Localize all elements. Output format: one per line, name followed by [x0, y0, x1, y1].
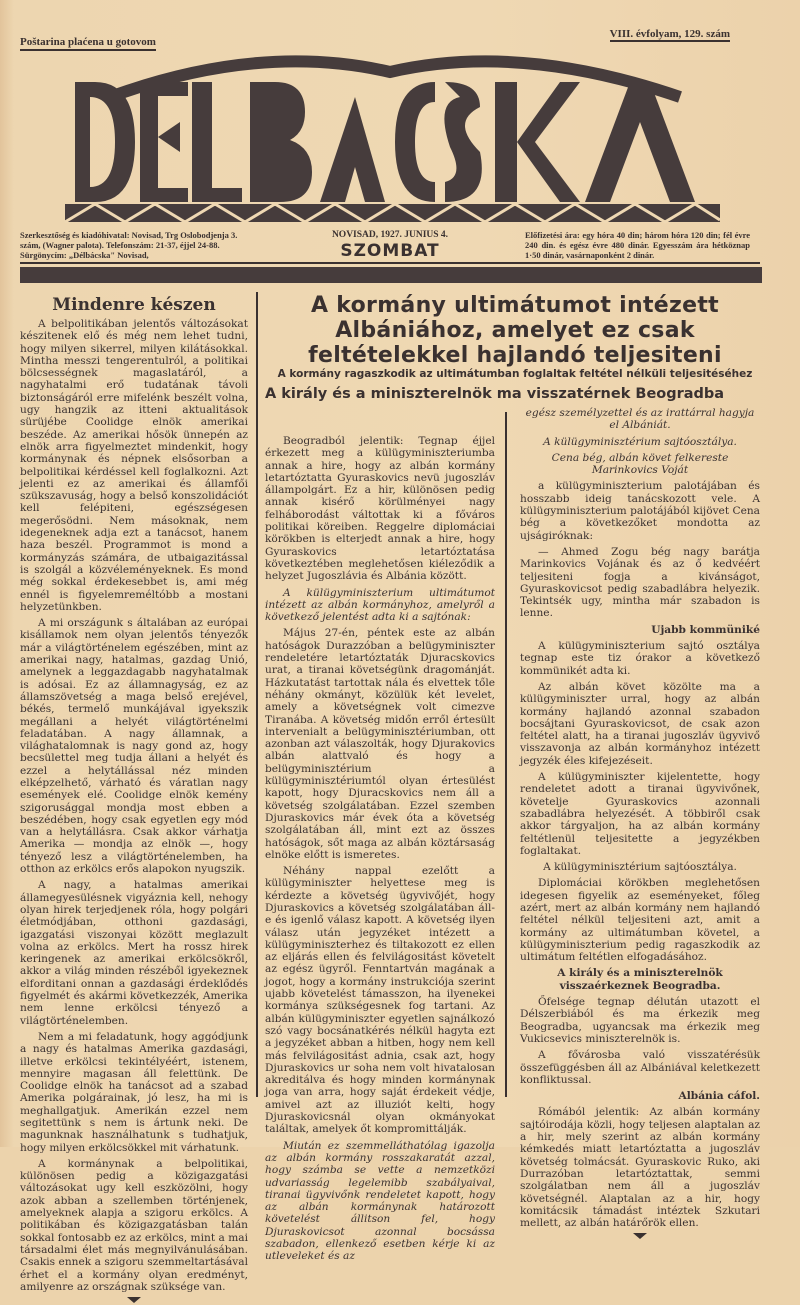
- story-paragraph: A fővárosba való visszatérésük összefüggésben áll az Albániával keletkezett konfliktussal.: [520, 1049, 760, 1086]
- story-paragraph: A külügyminiszter kijelentette, hogy rendeletet adott a tiranai ügyvivőnek, követelje Gyuraskovics azonnali szabadlábra helyezését. A többiről csak akkor tárgyaljon, ha az albán kormány feltétlenül teljesitette a jegyzékben foglaltakat.: [520, 771, 760, 857]
- editorial-column: [20, 295, 248, 1305]
- main-story-column-1: [265, 435, 495, 1267]
- story-subhead: Albánia cáfol.: [678, 1090, 760, 1103]
- headline-line: feltételekkel hajlandó teljesiteni: [308, 343, 722, 368]
- postage-note: Poštarina plaćena u gotovom: [20, 36, 156, 51]
- editorial-paragraph: A nagy, a hatalmas amerikai államegyesülésnek vigyáznia kell, nehogy olyan hirek terjedjenek róla, hogy polgári életmódjában, otthoni gazdasági, igazgatási viszonyai között meglazult volna az erkölcs. Mert ha rossz hirek keringenek az amerikai erkölcsökről, akkor a világ minden részéből igyekeznek elforditani onnan a gazdasági érdeklődés figyelmét és akármi következzék, Amerika nem lenne erkölcsi tényező a világtörténelemben.: [20, 879, 248, 1027]
- story-paragraph: Az albán követ közölte ma a külügyminiszter urral, hogy az albán kormány hajlandó azonnal szabadon bocsájtani Gyuraskovicsot, de csak azon feltétel alatt, ha a tiranai jugoszláv ügyvivő visszavonja az albán kormányhoz intézett jegyzék éles kifejezéseit.: [520, 680, 760, 767]
- column-divider: [256, 292, 258, 1097]
- editorial-paragraph: A belpolitikában jelentős változásokat készitenek elő és még nem lehet tudni, hogy milyen sikerrel, milyen kilátásokkal. Mintha messzi tengerentulról, a politikai bölcsességnek magaslatáról, a nagyhatalmi erő tudatának távoli biztonságáról erre mifelénk beszélt volna, ugy hangzik az itteni aktualitások sürüjébe Coolidge elnök amerikai beszéde. Az amerikai hősök ünnepén az elnök arra figyelmeztet mindenkit, hogy kormánynak és népnek elsősorban a belpolitikai kérdéssel kell foglalkozni. Azt jelenti ez az amerikai és államfői szükszavuság, hogy a belső konszolidációt kell felépiteni, egészségesen megerősödni. Nem másoknak, nem idegeneknek adja ezt a tanácsot, hanem haza beszél. Programmot is mond a kormányzás számára, de utbaigazitással is szolgál a közvéleményeknek. Es mond még sokkal érdekesebbet is, ami még ennél is figyelemreméltóbb a mostani helyzetünkben.: [20, 318, 248, 613]
- headline-line: Albániához, amelyet ez csak: [335, 318, 695, 343]
- issue-date-block: [320, 230, 460, 261]
- story-paragraph-italic: Miután ez szemmelláthatólag igazolja az albán kormány rosszakaratát azzal, hogy számba se vette a nemzetközi udvariasság legelemibb szabályaival, tiranai ügyvivőnk rendeletet kapott, hogy az albán kormánynak határozott követelést állitson fel, hogy Djuraskovicsot azonnal bocsássa szabadon, ellenkező esetben kérje ki az utleveleket és az: [265, 1139, 495, 1263]
- story-paragraph: Május 27-én, péntek este az albán hatóságok Durazzóban a belügyminiszter rendeletére letartóztaták Djuracskovics urat, a tiranai követségünk dragománját. Házkutatást tartottak nála és elvettek tőle néhány okmányt, közülük két levelet, amely a követségnek volt cimezve Tiranába. A követség midőn erről értesült intervenialt a belügyminisztériumban, ott azonban azt válaszolták, hogy Djurakovics albán alattvaló és hogy a belügyminisztérium a külügyminisztériumtól olyan értesülést kapott, hogy Djuracskovics nem áll a követség szolgálatában. Ezzel szemben Djuraskovics már évek óta a követség szolgálatában áll, mint ezt az összes hatóságok, sőt maga az albán köztársaság elnöke előtt is ismeretes.: [265, 627, 495, 861]
- column-divider: [505, 412, 507, 1097]
- main-headline-block: [265, 293, 765, 402]
- story-paragraph: Őfelsége tegnap délután utazott el Délszerbiából és ma érkezik meg Beogradba, ugyancsak ma érkezik meg Vukicsevics miniszterelnök is.: [520, 996, 760, 1045]
- subscription-prices: Előfizetési ára: egy hóra 40 din; három hóra 120 din; fél évre 240 din. és egész évre 480 dinár. Egyesszám ára hétköznap 1·50 dinár, vasárnaponként 2 dinár.: [525, 230, 750, 260]
- editorial-title: Mindenre készen: [52, 295, 216, 315]
- story-paragraph: A külügyminiszterium sajtó osztálya tegnap este tiz órakor a következő kommünikét adta ki.: [520, 640, 760, 677]
- press-office-signature: A külügyminisztérium sajtóosztálya.: [543, 861, 737, 874]
- issue-weekday: SZOMBAT: [340, 241, 440, 261]
- secondary-headline: A király és a miniszterelnök ma visszatérnek Beogradba: [265, 386, 725, 402]
- story-paragraph: Diplomáciai körökben meglehetősen idegesen figyelik az eseményeket, főleg azért, mert az albán kormány nem hajlandó feltétel nélkül teljesiteni azt, amit a kormány az ultimátumban követel, a külügyminiszterium pedig ragaszkodik az ultimátum feltétlen elfogadásához.: [520, 877, 760, 964]
- divider-thin: [20, 262, 760, 264]
- end-mark-icon: [127, 1297, 141, 1303]
- divider-thick: [20, 267, 762, 283]
- story-paragraph: Beogradból jelentik: Tegnap éjjel érkezett meg a külügyminiszteriumba annak a hire, hogy az albán kormány letartóztatta Gyuraskovics nevü jugoszláv állampolgárt. Ez a hir, különösen pedig annak kisérő körülményei nagy felháborodást váltottak ki a főváros politikai köreiben. Reggelre diplomáciai körökben is elterjedt annak a hire, hogy Gyuraskovics letartóztatása következtében meglehetősen kiéleződik a helyzet Jugoszlávia és Albánia között.: [265, 435, 495, 583]
- story-paragraph-italic: A külügyminiszterium ultimátumot intézett az albán kormányhoz, amelyről a következő jelentést adta ki a sajtónak:: [265, 586, 495, 624]
- story-subhead-italic: Cena bég, albán követ felkereste Marinkovics Voját: [551, 451, 729, 477]
- masthead-logo: [40, 52, 756, 227]
- main-story-column-2: [520, 407, 760, 1241]
- editorial-paragraph: Nem a mi feladatunk, hogy aggódjunk a nagy és hatalmas Amerika gazdasági, illetve erkölcsi tekintélyéért, istenem, mennyire magasan áll felettünk. De Coolidge elnök ha tanácsot ad a szabad Amerika polgárainak, jó lesz, ha mi is meghallgatjuk. Amerikán ezzel nem segitettünk s nem is ártunk neki. De magunknak használhatunk s tudhatjuk, hogy milyen erkölcsökkel mit várhatunk.: [20, 1030, 248, 1154]
- top-line: [20, 28, 780, 50]
- editorial-address: Szerkesztőség és kiadóhivatal: Novisad, Trg Oslobodjenja 3. szám, (Wagner palota). Telefonszám: 21-37, éjjel 24-88. Sürgönycím: „Délbácska" Novisad,: [20, 230, 238, 260]
- editorial-paragraph: A mi országunk s általában az európai kisállamok nem olyan jelentős tényezők már a világtörténelem egészében, mint az amerikai nagy, hatalmas, gazdag Unió, amelynek a leggazdagabb nagyhatalmak is adósai. Ez az államnagyság, ez az államszövetség a maga belső erejével, békés, termelő munkájával igyekszik megállani a helyét világtörténelmi feladatában. A nagy államnak, a világhatalomnak is nagy gond az, hogy becsülettel meg tudja állani a helyét és ezzel a helytállással néz minden elképzelhető, várható és váratlan nagy események elé. Coolidge elnök kemény szigorusággal mondja most ebben a beszédében, hogy csak egyetlen egy mód van a helytállásra. Csak akkor várhatja Amerika — mondja az elnök —, hogy tényező lesz a világtörténelemben, ha otthon az erkölcs erős alapokon nyugszik.: [20, 617, 248, 876]
- story-paragraph: — Ahmed Zogu bég nagy barátja Marinkovics Vojának és az ő kedvéért teljesiteni fogja a kivánságot, Gyuraskovicsot pedig szabadlábra helyezik. Tekintsék ugy, mintha már szabadon is lenne.: [520, 545, 760, 620]
- story-subhead: A király és a miniszterelnök visszaérkeznek Beogradba.: [557, 967, 723, 992]
- story-subhead: Ujabb kommüniké: [651, 623, 760, 636]
- story-paragraph-italic: egész személyzettel és az irattárral hagyja el Albániát.: [525, 407, 755, 432]
- story-paragraph: Rómából jelentik: Az albán kormány sajtóirodája közli, hogy teljesen alaptalan az a hir, mely szerint az albán kormány kémkedés miatt letartóztatta a jugoszláv követség tolmácsát. Gyuraskovic Ruko, aki Durrazóban letartóztattak, semmi szolgálatban nem áll a jugoszláv követségnél. Alaptalan az a hir, hogy komitácsik támadást intéztek Szkutari mellett, az albán határőrök ellen.: [520, 1106, 760, 1230]
- masthead-art-icon: [40, 52, 756, 227]
- press-office-signature: A külügyminisztérium sajtóosztálya.: [543, 435, 737, 448]
- info-bar: [20, 230, 780, 270]
- issue-date: NOVISAD, 1927. JUNIUS 4.: [331, 230, 449, 240]
- end-mark-icon: [633, 1233, 647, 1239]
- volume-number: VIII. évfolyam, 129. szám: [609, 28, 730, 40]
- story-paragraph: Néhány nappal ezelőtt a külügyminiszter helyettese meg is kérdezte a követség ügyvivőjét, hogy Djuraskovics a követség szolgálatában áll-e és igenlő válasz kapott. A követség ilyen válasz után jegyzéket intézett a külügyminiszterhez és tiltakozott ez ellen az eljárás ellen és felvilágositást követelt az egész ügyről. Fenntartván magának a jogot, hogy a kormány instrukciója szerint ujabb követelést támasszon, ha ilyenekei kormánya szükségesnek fog tartani. Az albán külügyminiszter egyetlen sajnálkozó szó vagy bocsánatkérés nélkül hagyta ezt a jegyzéket abban a hitben, hogy nem kell más felvilágositást adnia, csak azt, hogy Djuraskovics ur soha nem volt hivatalosan akreditálva és hogy minden kormánynak joga van arra, hogy saját érdekeit védje, amivel azt az illuziót kelti, hogy Djuraskovicsnál olyan okmányokat találtak, amelyek őt kompromittálják.: [265, 865, 495, 1136]
- subheadline: A kormány ragaszkodik az ultimátumban foglaltak feltétel nélküli teljesitéséhez: [277, 368, 753, 380]
- story-paragraph: a külügyminiszterium palotájában és hosszabb ideig tanácskozott vele. A külügyminiszterium palotájából kijövet Cena bég a következőket mondotta az ujságiróknak:: [520, 480, 760, 542]
- editorial-paragraph: A kormánynak a belpolitikai, különösen pedig a közigazgatási változásokat ugy kell eszközölni, hogy azok abban a szellemben történjenek, amelyeknek alapja a szigoru erkölcs. A politikában és közigazgatásban talán sokkal fontosabb ez az erkölcs, mint a mai társadalmi élet más megnyilvánulásában. Csakis ennek a szigoru szemmeltartásával érhet el a kormány olyan eredményt, amilyenre az országnak szüksége van.: [20, 1157, 248, 1293]
- headline-line: A kormány ultimátumot intézett: [311, 293, 719, 318]
